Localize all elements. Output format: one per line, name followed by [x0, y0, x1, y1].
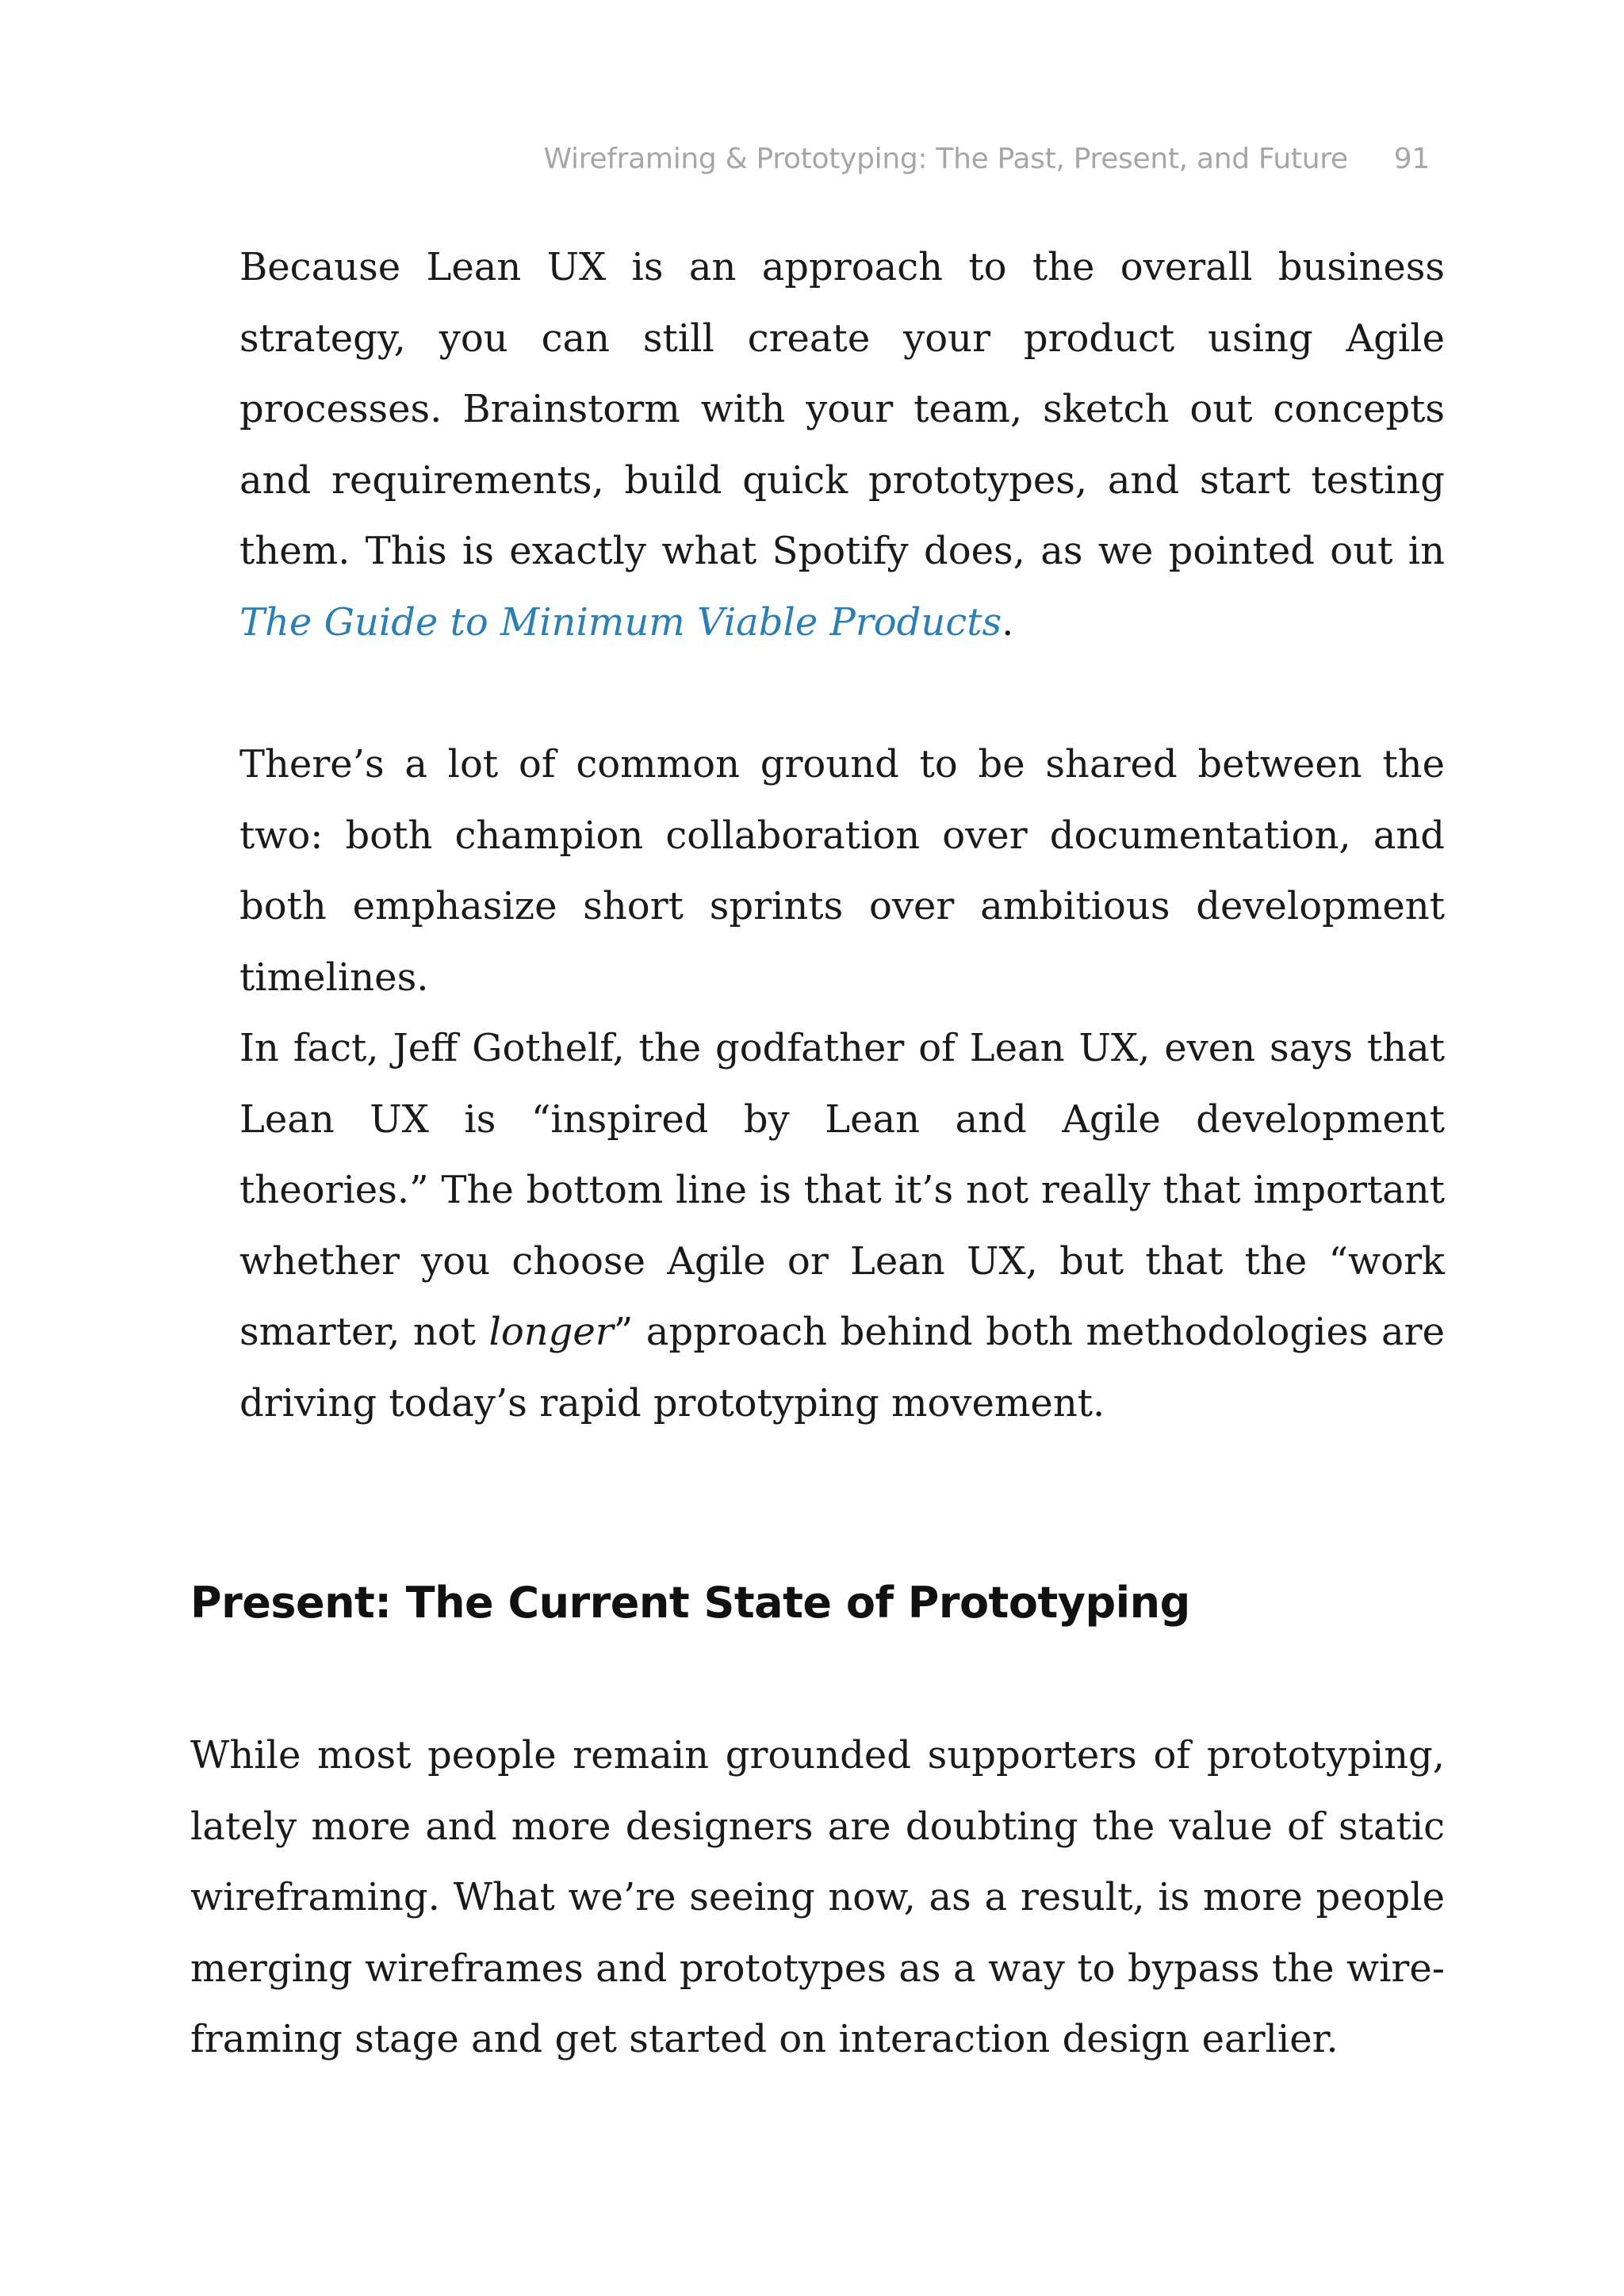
running-title: Wireframing & Prototyping: The Past, Present, and Future	[543, 143, 1348, 175]
paragraph-2-text: There’s a lot of common ground to be shared between the two: both champion collaboration over documentation, and both emphasize short sprints over ambitious development timelines.	[239, 742, 1445, 1000]
page-number: 91	[1393, 143, 1430, 175]
paragraph-1-end: .	[1002, 599, 1014, 645]
running-header	[544, 143, 1430, 175]
paragraph-3-emphasis: longer	[488, 1310, 614, 1354]
section-heading: Present: The Current State of Prototyping	[190, 1578, 1190, 1628]
indented-paragraph-2	[239, 729, 1445, 1013]
paragraph-3-text-a: In fact, Jeff Gothelf, the godfather of Lean UX, even says that Lean UX is “inspired by Lean and Agile development theories.” The bottom line is that it’s not really that important whether you choose Agile or Lean UX, but that the “work smarter, not	[239, 1026, 1445, 1354]
section-body-paragraph: While most people remain grounded supporters of prototyping, lately more and more designers are doubting the value of static wireframing. What we’re seeing now, as a result, is more people merging wireframes and prototypes as a way to bypass the wireframing stage and get started on interaction design earlier.	[190, 1733, 1445, 2061]
paragraph-3-text-b: ” approach behind both methodologies are driving today’s rapid prototyping movement.	[239, 1310, 1445, 1425]
guide-mvp-link[interactable]: The Guide to Minimum Viable Products	[239, 599, 1002, 645]
indented-paragraph-1	[239, 232, 1445, 658]
indented-paragraph-3	[239, 1013, 1445, 1439]
paragraph-1-text: Because Lean UX is an approach to the overall business strategy, you can still create your product using Agile processes. Brainstorm with your team, sketch out concepts and requirements, build quick prototypes, and start testing them. This is exactly what Spotify does, as we pointed out in	[239, 245, 1445, 573]
